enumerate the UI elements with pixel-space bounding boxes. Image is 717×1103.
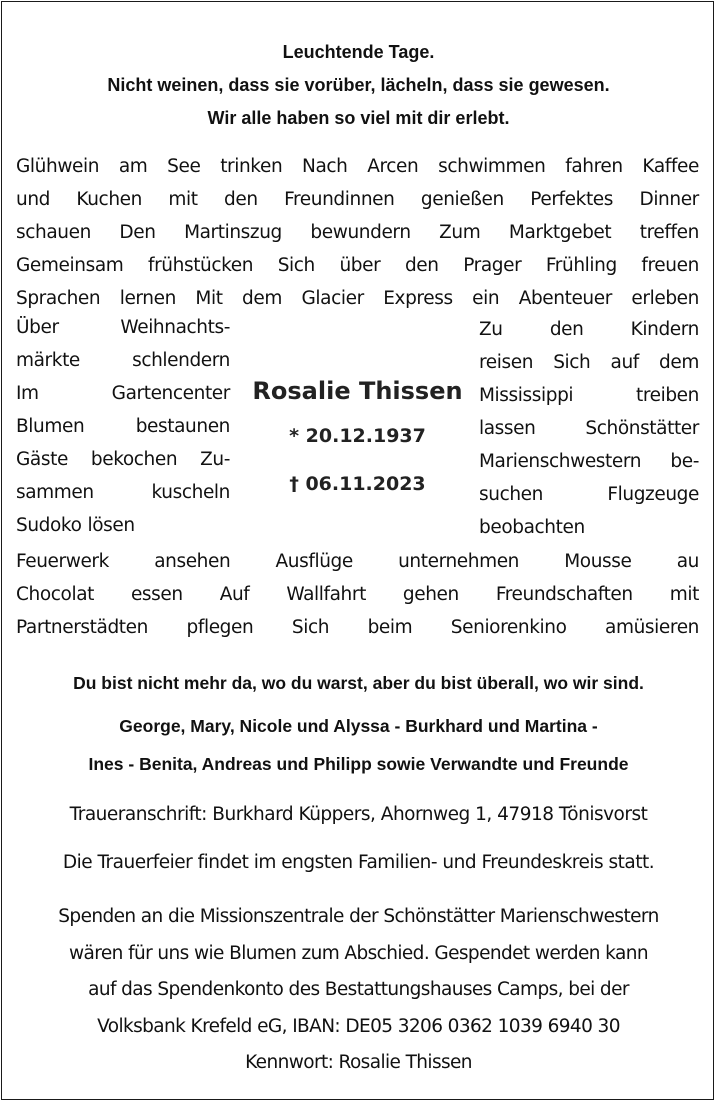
word: auf <box>610 352 639 373</box>
text-line <box>16 350 230 383</box>
word: Frühling <box>545 255 617 276</box>
word: dem <box>242 288 282 309</box>
word: bestaunen <box>135 416 230 437</box>
word: Zu <box>479 319 503 340</box>
donation-info <box>0 899 717 1082</box>
word: Freundinnen <box>284 189 395 210</box>
text-line <box>16 249 699 282</box>
word: Glühwein <box>16 156 100 177</box>
word: Schönstätter <box>585 418 699 439</box>
word: essen <box>130 584 183 605</box>
word: gehen <box>402 584 459 605</box>
quote: Du bist nicht mehr da, wo du warst, aber du bist überall, wo wir sind. <box>73 673 644 693</box>
death-date: † 06.11.2023 <box>289 473 426 495</box>
word: Weihnachts- <box>120 317 230 338</box>
birth-date: * 20.12.1937 <box>289 425 426 447</box>
word: Arcen <box>367 156 419 177</box>
word: Marktgebet <box>508 222 612 243</box>
word: Mousse <box>564 551 632 572</box>
text-line <box>16 584 699 617</box>
word: mit <box>669 584 699 605</box>
donation-line: Kennwort: Rosalie Thissen <box>245 1052 472 1073</box>
word: ansehen <box>154 551 231 572</box>
family-names <box>0 707 717 783</box>
word: erleben <box>631 288 699 309</box>
deceased-info <box>240 370 475 508</box>
word: Auf <box>219 584 250 605</box>
word: den <box>549 319 584 340</box>
text-line <box>16 216 699 249</box>
word: schwimmen <box>438 156 546 177</box>
word: Flugzeuge <box>607 484 699 505</box>
word: reisen <box>479 352 534 373</box>
word: Sich <box>277 255 315 276</box>
word: Zum <box>439 222 481 243</box>
word: märkte <box>16 350 80 371</box>
word: Im <box>16 383 39 404</box>
word: amüsieren <box>605 617 699 638</box>
text-line <box>16 150 699 183</box>
word: Kuchen <box>76 189 142 210</box>
word: Martinszug <box>184 222 282 243</box>
word: Mississippi <box>479 385 574 406</box>
text-line <box>16 482 230 515</box>
word: Gäste <box>16 449 68 470</box>
text-line <box>16 317 230 350</box>
text-line <box>16 449 230 482</box>
word: Partnerstädten <box>16 617 148 638</box>
word: Sudoko <box>16 515 82 536</box>
word: freuen <box>641 255 699 276</box>
word: Sprachen <box>16 288 101 309</box>
word: Dinner <box>639 189 699 210</box>
word: schauen <box>16 222 91 243</box>
word: dem <box>659 352 699 373</box>
word: Sich <box>291 617 330 638</box>
word: Express <box>383 288 453 309</box>
donation-line: auf das Spendenkonto des Bestattungshauses Camps, bei der <box>88 979 629 1000</box>
motto-line: Wir alle haben so viel mit dir erlebt. <box>207 108 510 128</box>
family-line: George, Mary, Nicole und Alyssa - Burkhard und Martina - <box>119 716 598 736</box>
donation-line: Volksbank Krefeld eG, IBAN: DE05 3206 0362 1039 6940 30 <box>97 1015 620 1037</box>
word: den <box>404 255 439 276</box>
word: Gemeinsam <box>16 255 124 276</box>
word: lösen <box>87 515 135 536</box>
word: Prager <box>463 255 522 276</box>
text-line <box>16 282 699 315</box>
activities-right <box>479 319 699 550</box>
word: und <box>16 189 50 210</box>
word: kuscheln <box>151 482 230 503</box>
word: Nach <box>302 156 348 177</box>
word: Kindern <box>630 319 699 340</box>
text-line <box>479 451 699 484</box>
word: pflegen <box>186 617 254 638</box>
word: unternehmen <box>398 551 520 572</box>
text-line <box>479 517 699 550</box>
word: beim <box>367 617 413 638</box>
text-line <box>16 551 699 584</box>
text-line <box>479 484 699 517</box>
word: über <box>339 255 381 276</box>
donation-line: Spenden an die Missionszentrale der Schönstätter Marienschwestern <box>58 906 659 927</box>
word: Kaffee <box>642 156 699 177</box>
word: be- <box>670 451 699 472</box>
mourning-address: Traueranschrift: Burkhard Küppers, Ahornweg 1, 47918 Tönisvorst <box>69 804 648 825</box>
word: Marienschwestern <box>479 451 642 472</box>
family-line: Ines - Benita, Andreas und Philipp sowie Verwandte und Freunde <box>88 754 629 774</box>
word: Seniorenkino <box>450 617 567 638</box>
word: bewundern <box>310 222 411 243</box>
motto-line: Nicht weinen, dass sie vorüber, lächeln, dass sie gewesen. <box>107 75 610 95</box>
word: am <box>118 156 148 177</box>
word: Sich <box>553 352 591 373</box>
word: lassen <box>479 418 536 439</box>
word: mit <box>168 189 198 210</box>
deceased-name: Rosalie Thissen <box>252 377 463 405</box>
activities-left <box>16 317 230 548</box>
word: treiben <box>635 385 699 406</box>
word: Wallfahrt <box>286 584 366 605</box>
word: genießen <box>420 189 504 210</box>
word: bekochen <box>90 449 178 470</box>
word: lernen <box>119 288 176 309</box>
text-line <box>16 383 230 416</box>
word: Glacier <box>301 288 364 309</box>
word: Ausflüge <box>275 551 353 572</box>
word: Feuerwerk <box>16 551 109 572</box>
word: treffen <box>639 222 699 243</box>
text-line <box>16 183 699 216</box>
text-line <box>479 385 699 418</box>
word: Den <box>119 222 156 243</box>
text-line <box>16 515 230 548</box>
word: au <box>676 551 699 572</box>
word: See <box>167 156 201 177</box>
word: Chocolat <box>16 584 94 605</box>
word: den <box>224 189 258 210</box>
word: Über <box>16 317 59 338</box>
word: Mit <box>195 288 223 309</box>
text-line <box>479 352 699 385</box>
word: Gartencenter <box>111 383 230 404</box>
word: Abenteuer <box>518 288 612 309</box>
word: Blumen <box>16 416 85 437</box>
word: Freundschaften <box>495 584 633 605</box>
ceremony-note: Die Trauerfeier findet im engsten Familien- und Freundeskreis statt. <box>62 852 655 873</box>
word: suchen <box>479 484 543 505</box>
word: fahren <box>565 156 623 177</box>
text-line <box>479 418 699 451</box>
text-line <box>16 617 699 650</box>
activities-top <box>16 150 699 315</box>
word: frühstücken <box>147 255 254 276</box>
text-line <box>479 319 699 352</box>
word: trinken <box>220 156 283 177</box>
word: ein <box>472 288 500 309</box>
motto <box>0 36 717 135</box>
donation-line: wären für uns wie Blumen zum Abschied. Gespendet werden kann <box>69 942 648 964</box>
word: Zu- <box>200 449 230 470</box>
text-line <box>16 416 230 449</box>
activities-bottom <box>16 551 699 650</box>
word: beobachten <box>479 517 585 538</box>
word: schlendern <box>132 350 230 371</box>
motto-line: Leuchtende Tage. <box>282 42 435 62</box>
word: sammen <box>16 482 94 503</box>
word: Perfektes <box>530 189 614 210</box>
